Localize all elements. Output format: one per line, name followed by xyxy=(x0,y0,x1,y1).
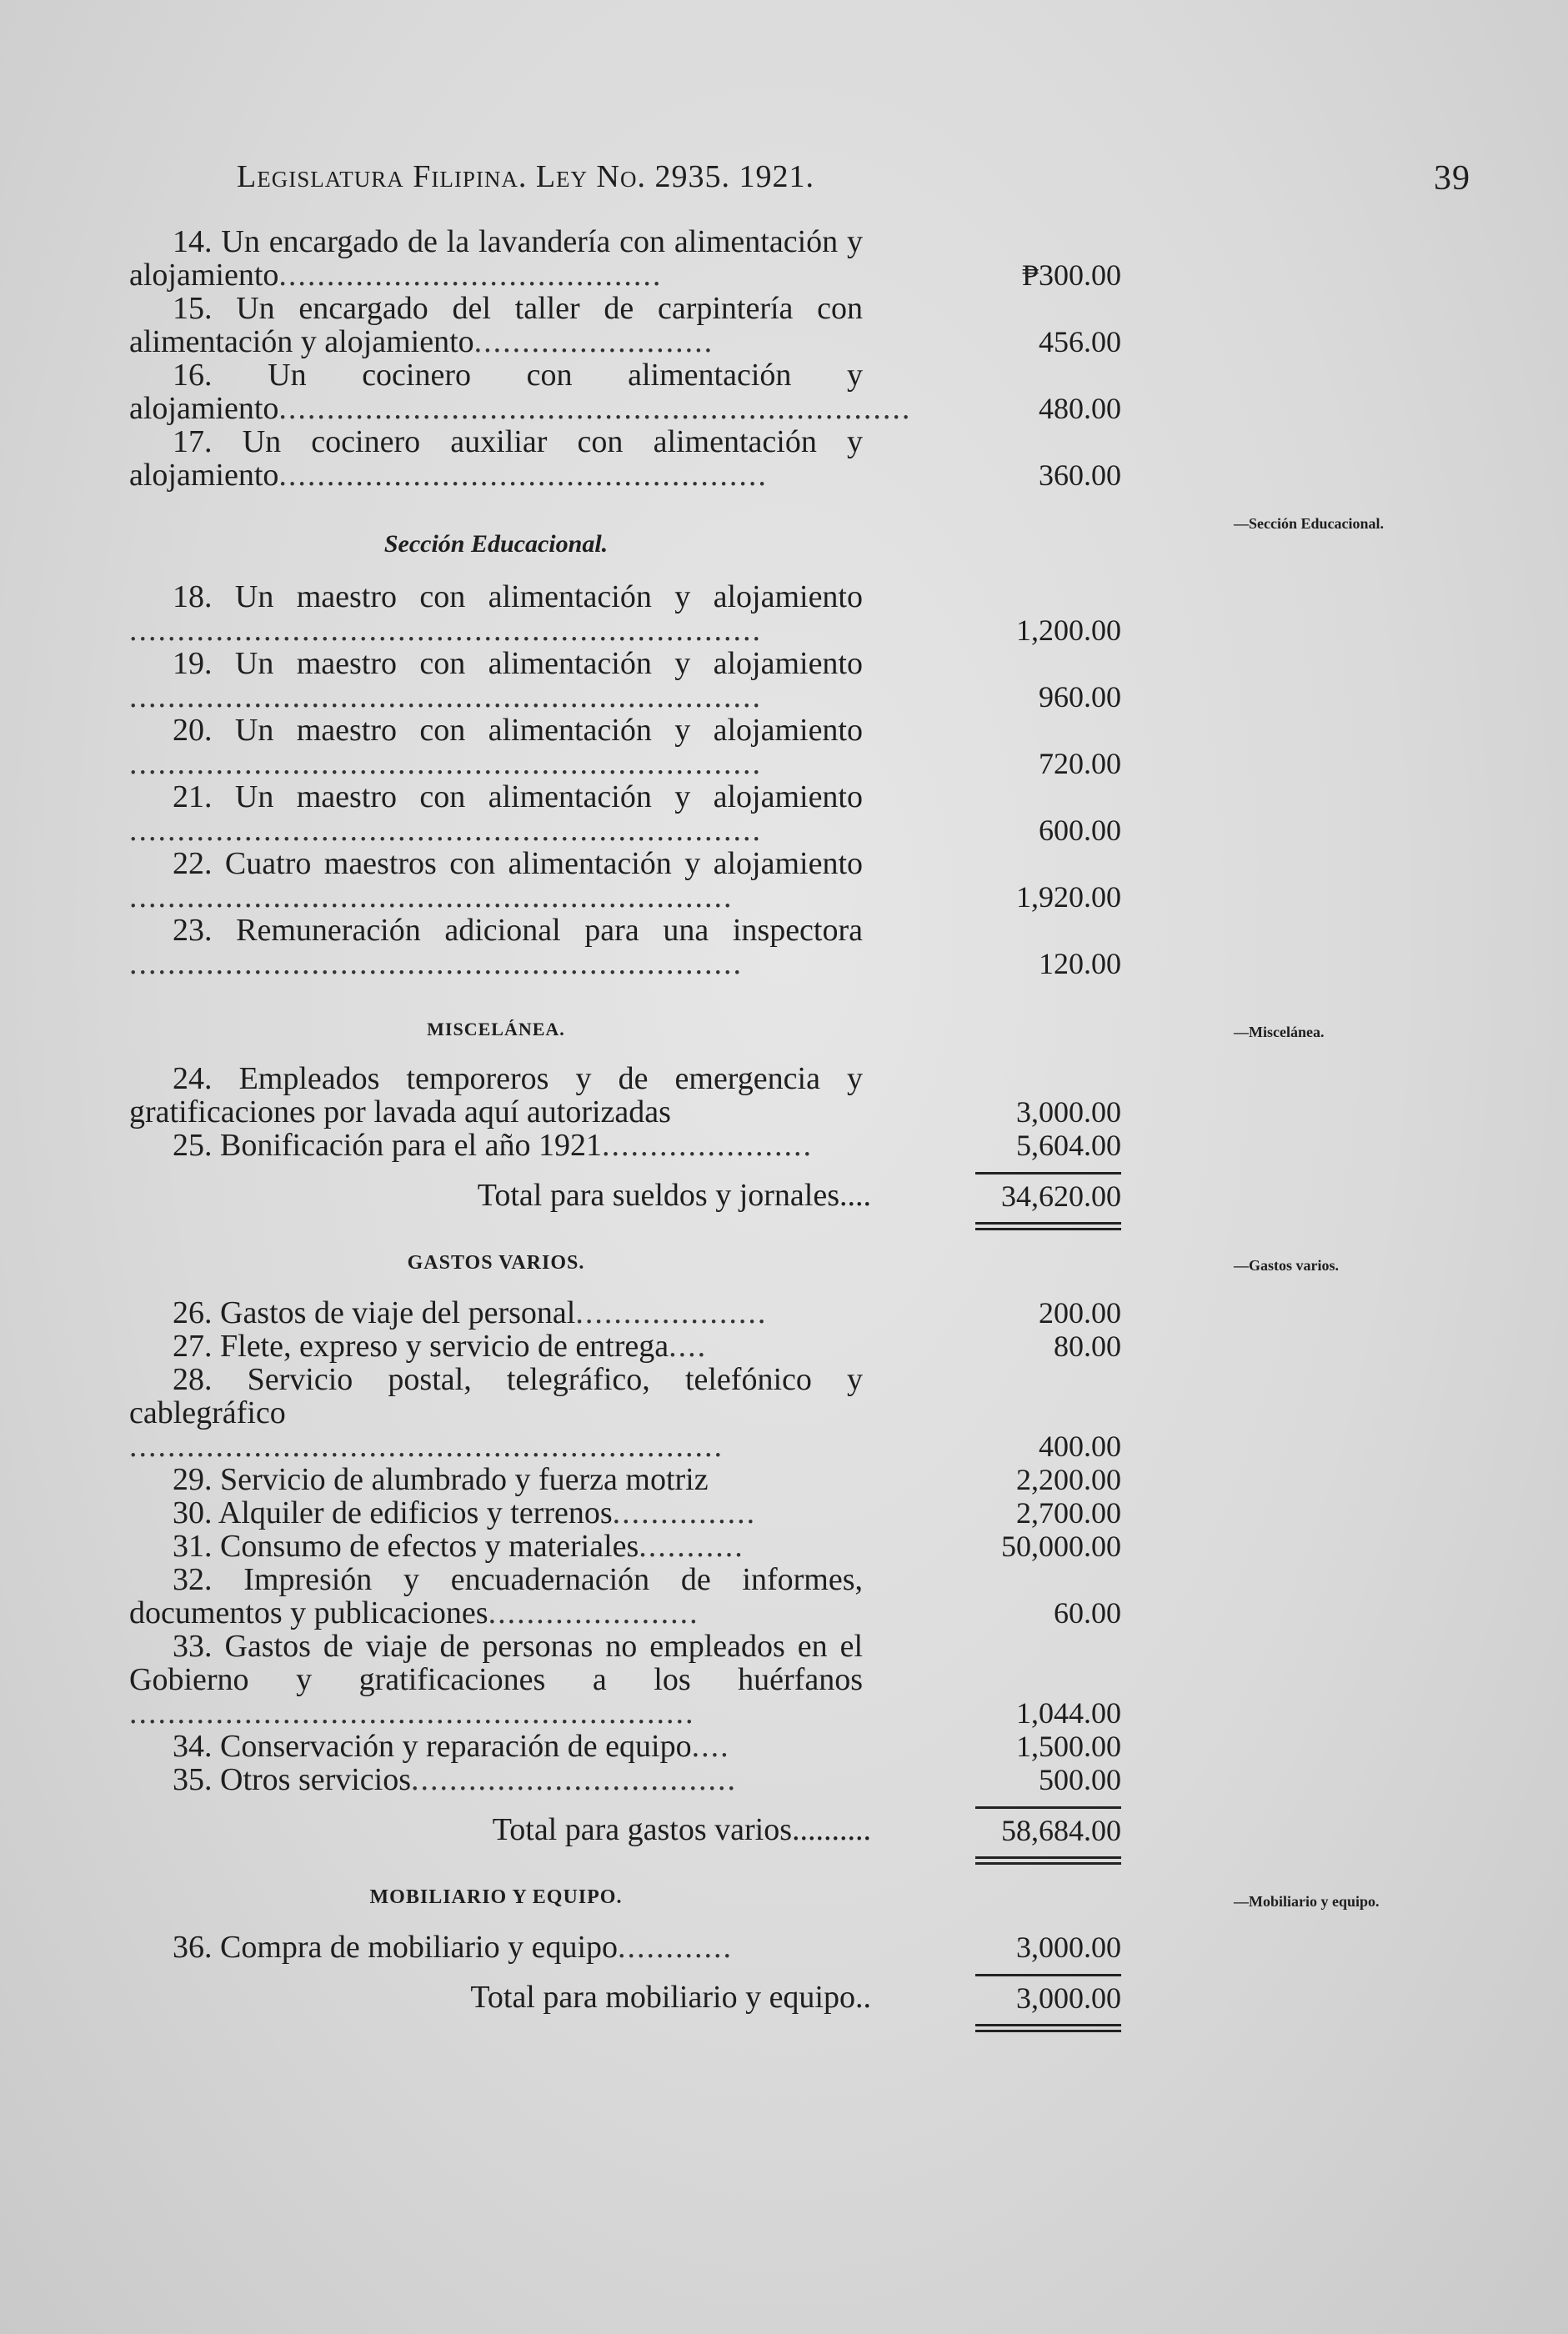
list-item: 29. Servicio de alumbrado y fuerza motriz 2,200.00 xyxy=(173,1462,1121,1497)
margin-note: —Miscelánea. xyxy=(1234,1024,1325,1040)
list-item: 18. Un maestro con alimentación y alojamiento .................................................................. 1,200.00 xyxy=(129,579,1121,648)
list-item: 30. Alquiler de edificios y terrenos............... 2,700.00 xyxy=(173,1495,1121,1530)
list-item: 22. Cuatro maestros con alimentación y alojamiento ............................................................... 1,920.00 xyxy=(129,846,1121,914)
total-amount: 34,620.00 xyxy=(1001,1180,1121,1213)
amount: 720.00 xyxy=(1039,747,1121,780)
list-item: 21. Un maestro con alimentación y alojamiento .................................................................. 600.00 xyxy=(129,779,1121,848)
margin-note: —Gastos varios. xyxy=(1234,1257,1339,1274)
amount: 2,200.00 xyxy=(1016,1463,1121,1496)
section-gastos xyxy=(129,1252,1371,1848)
amount: 360.00 xyxy=(1039,458,1121,492)
amount: 5,604.00 xyxy=(1016,1129,1121,1162)
list-item: 34. Conservación y reparación de equipo.... 1,500.00 xyxy=(173,1729,1121,1764)
list-item: 24. Empleados temporeros y de emergencia y gratificaciones por lavada aquí autorizadas 3,000.00 xyxy=(129,1061,1121,1129)
entries-top xyxy=(129,225,1371,492)
list-item: 17. Un cocinero auxiliar con alimentación y alojamiento................................................... 360.00 xyxy=(129,424,1121,493)
amount: 960.00 xyxy=(1039,680,1121,714)
section-mobiliario xyxy=(129,1886,1380,2016)
amount: 600.00 xyxy=(1039,814,1121,847)
amount: 500.00 xyxy=(1039,1763,1121,1796)
amount: 1,920.00 xyxy=(1016,880,1121,914)
margin-note: —Mobiliario y equipo. xyxy=(1234,1893,1380,1910)
document-body xyxy=(129,224,1385,2024)
amount: ₱300.00 xyxy=(1021,258,1121,292)
amount: 3,000.00 xyxy=(1016,1095,1121,1129)
running-head: Legislatura Filipina. Ley No. 2935. 1921. xyxy=(237,159,814,194)
total-amount: 58,684.00 xyxy=(1001,1814,1121,1847)
page-header xyxy=(237,158,1470,200)
list-item: 16. Un cocinero con alimentación y alojamiento.................................................................. 480.00 xyxy=(129,358,1121,426)
list-item: 36. Compra de mobiliario y equipo............ 3,000.00 xyxy=(173,1930,1121,1965)
total-label: Total para sueldos y jornales.... xyxy=(477,1178,871,1213)
margin-note: —Sección Educacional. xyxy=(1234,515,1385,532)
list-item: 26. Gastos de viaje del personal.................... 200.00 xyxy=(173,1295,1121,1330)
amount: 1,044.00 xyxy=(1016,1696,1121,1730)
page-number: 39 xyxy=(1434,159,1470,198)
total-row xyxy=(129,1976,1121,2016)
section-title: Sección Educacional. xyxy=(383,530,609,558)
list-item: 28. Servicio postal, telegráfico, telefónico y cablegráfico .............................................................. 400.00 xyxy=(129,1362,1121,1464)
section-title: MISCELÁNEA. xyxy=(427,1019,565,1039)
list-item: 23. Remuneración adicional para una inspectora ................................................................ 120.00 xyxy=(129,913,1121,981)
amount: 400.00 xyxy=(1039,1430,1121,1463)
total-row xyxy=(129,1174,1121,1214)
amount: 2,700.00 xyxy=(1016,1496,1121,1530)
total-row xyxy=(129,1808,1121,1848)
amount: 120.00 xyxy=(1039,947,1121,980)
amount: 1,200.00 xyxy=(1016,614,1121,647)
amount: 50,000.00 xyxy=(1001,1530,1121,1563)
list-item: 33. Gastos de viaje de personas no empleados en el Gobierno y gratificaciones a los huérfanos ........................................................... 1,044.00 xyxy=(129,1629,1121,1730)
list-item: 19. Un maestro con alimentación y alojamiento .................................................................. 960.00 xyxy=(129,646,1121,714)
amount: 80.00 xyxy=(1054,1330,1121,1363)
total-label: Total para gastos varios.......... xyxy=(492,1812,871,1847)
amount: 456.00 xyxy=(1039,325,1121,358)
list-item: 35. Otros servicios.................................. 500.00 xyxy=(173,1762,1121,1797)
list-item: 15. Un encargado del taller de carpintería con alimentación y alojamiento......................... 456.00 xyxy=(129,291,1121,359)
amount: 480.00 xyxy=(1039,392,1121,425)
list-item: 20. Un maestro con alimentación y alojamiento .................................................................. 720.00 xyxy=(129,713,1121,781)
amount: 60.00 xyxy=(1054,1596,1121,1630)
list-item: 32. Impresión y encuadernación de informes, documentos y publicaciones...................... 60.00 xyxy=(129,1562,1121,1630)
section-educacional xyxy=(129,515,1385,981)
section-miscelanea xyxy=(129,1019,1371,1214)
list-item: 14. Un encargado de la lavandería con alimentación y alojamiento........................................ ₱300.00 xyxy=(129,224,1121,293)
list-item: 31. Consumo de efectos y materiales........... 50,000.00 xyxy=(173,1529,1121,1564)
list-item: 27. Flete, expreso y servicio de entrega.... 80.00 xyxy=(173,1329,1121,1364)
amount: 200.00 xyxy=(1039,1296,1121,1330)
total-label: Total para mobiliario y equipo.. xyxy=(470,1980,871,2015)
section-title: GASTOS VARIOS. xyxy=(407,1252,585,1274)
list-item: 25. Bonificación para el año 1921...................... 5,604.00 xyxy=(173,1128,1121,1163)
section-title: MOBILIARIO Y EQUIPO. xyxy=(369,1886,623,1908)
amount: 1,500.00 xyxy=(1016,1730,1121,1763)
total-amount: 3,000.00 xyxy=(1016,1981,1121,2015)
amount: 3,000.00 xyxy=(1016,1931,1121,1964)
